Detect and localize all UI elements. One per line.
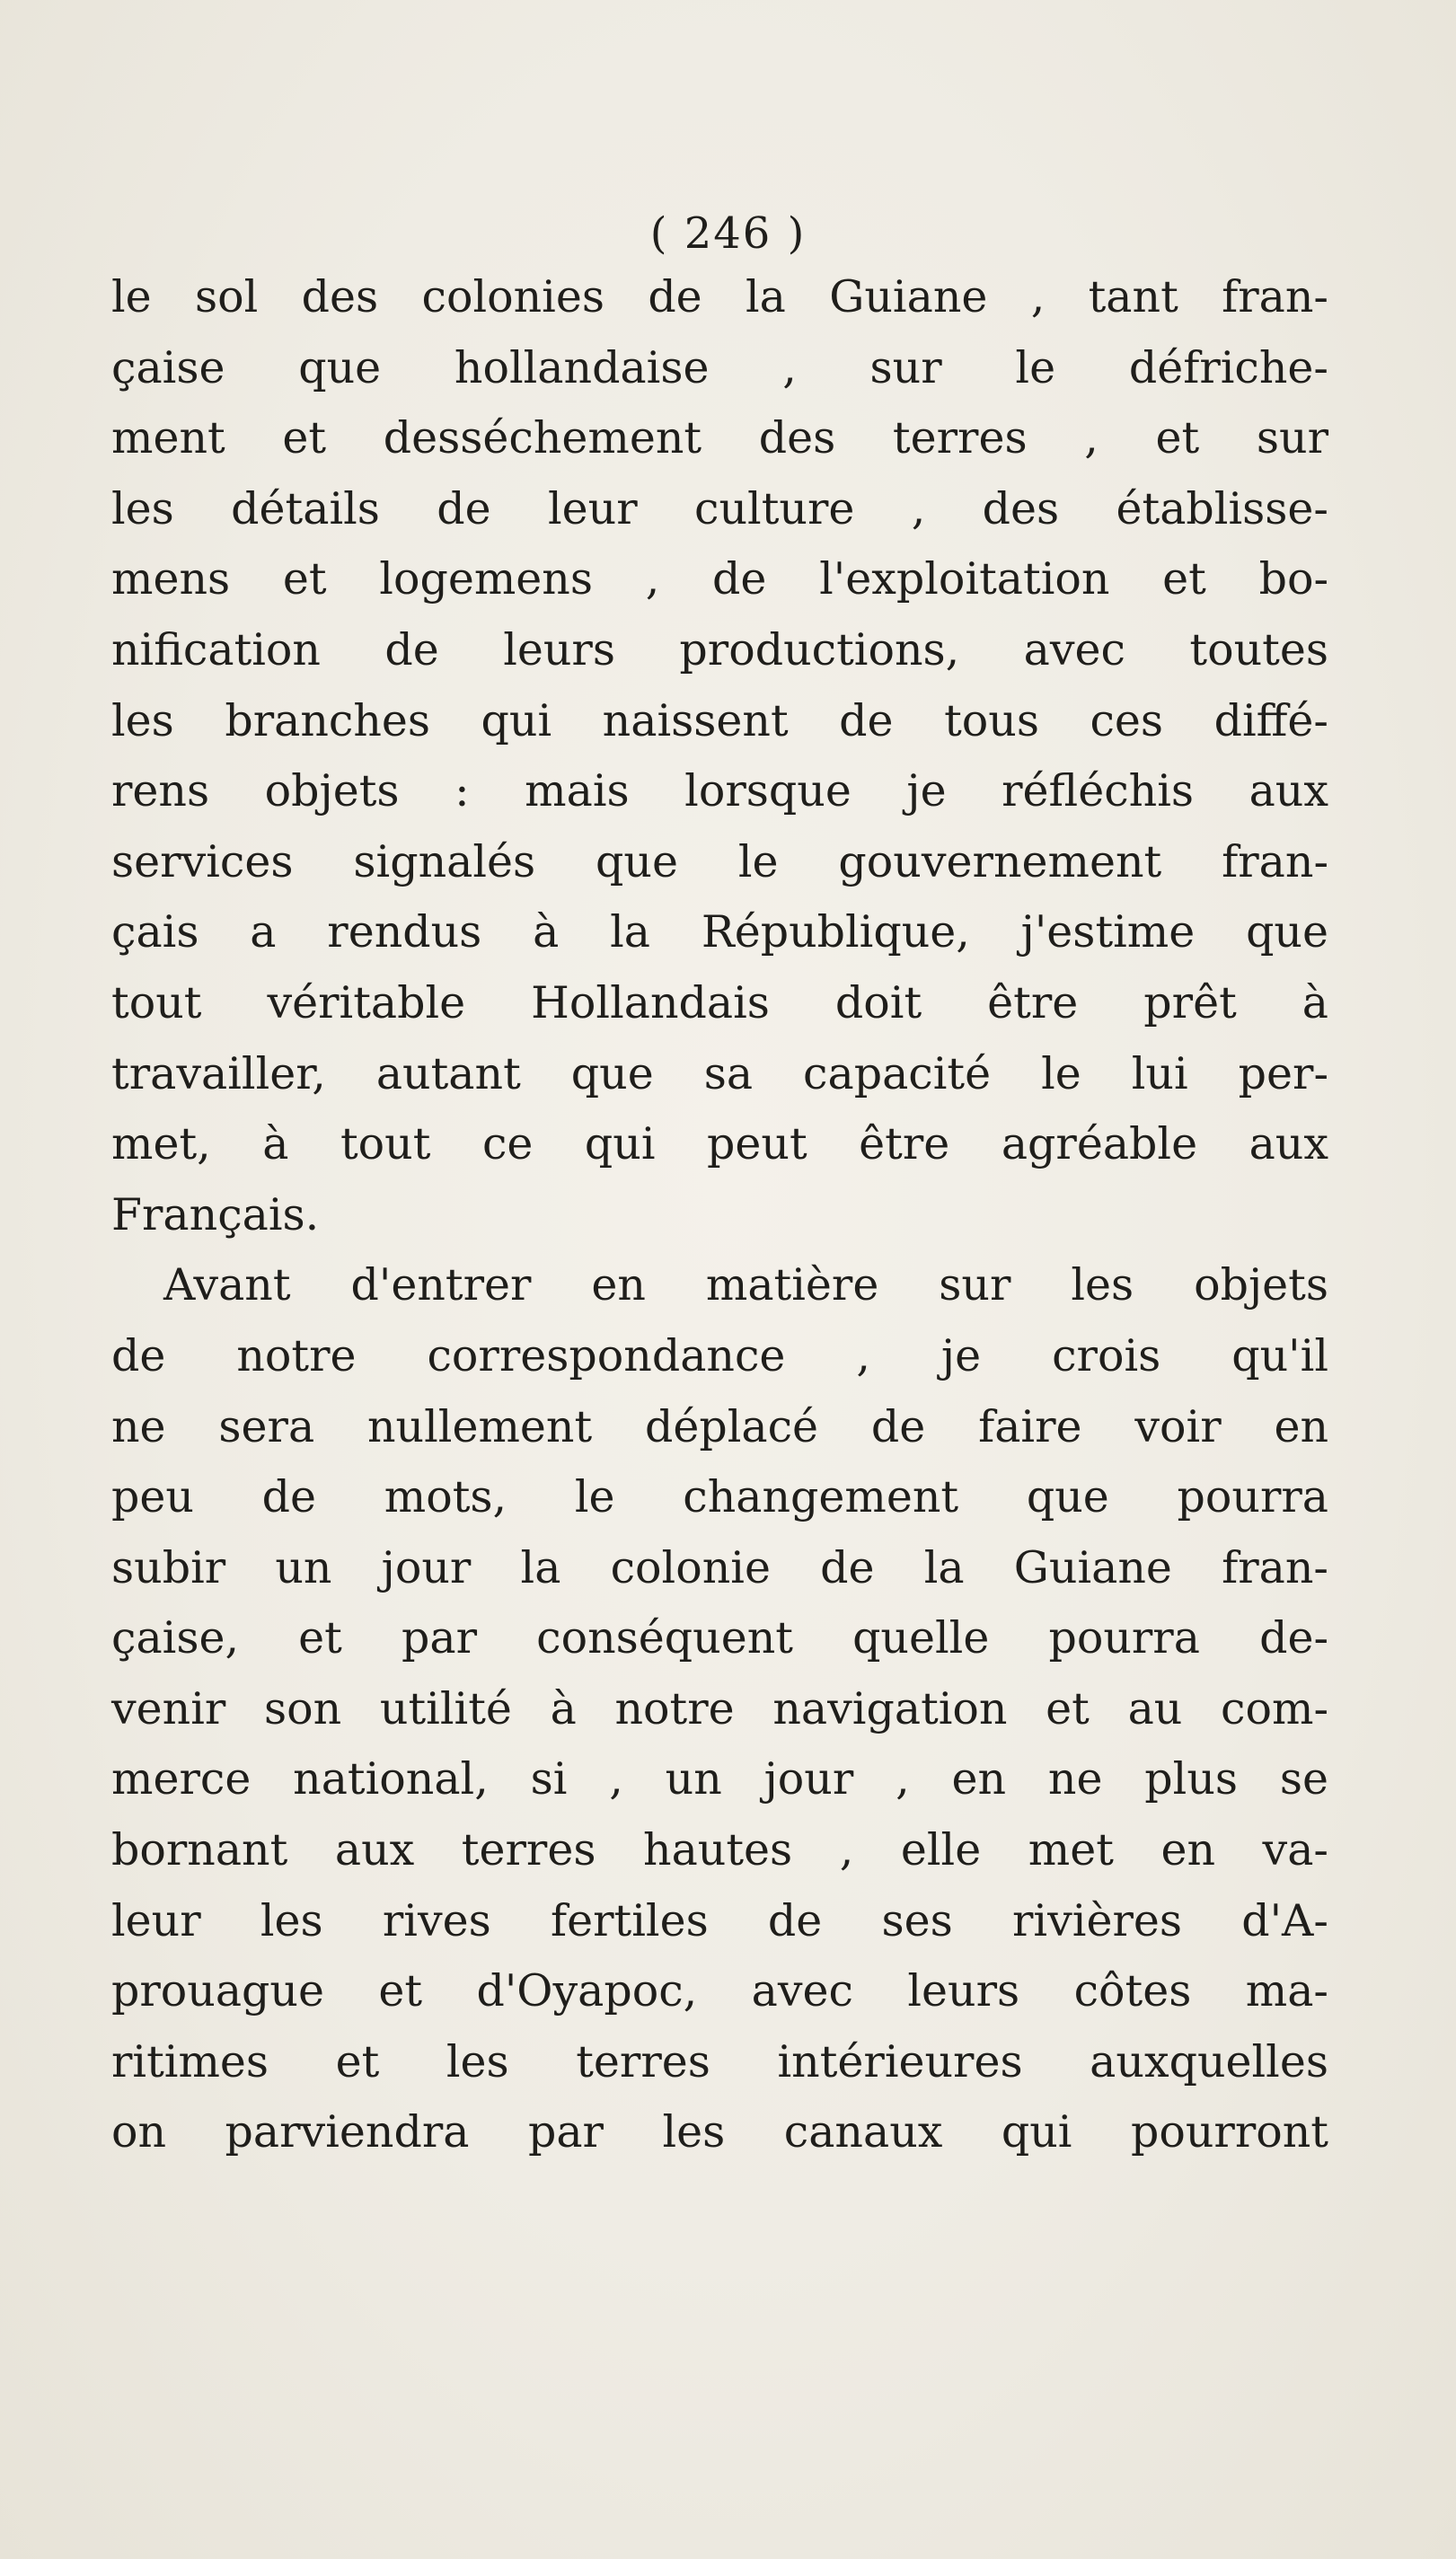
paragraph-2 [111,1250,1328,2168]
paragraph-1 [111,262,1328,1250]
text-line: bornant aux terres hautes , elle met en va- [111,1824,1328,1876]
text-line: on parviendra par les canaux qui pourront [111,2106,1328,2158]
text-line: de notre correspondance , je crois qu'il [111,1329,1328,1381]
text-line: venir son utilité à notre navigation et au com- [111,1682,1328,1734]
text-line: peu de mots, le changement que pourra [111,1471,1328,1523]
text-line: Avant d'entrer en matière sur les objets [163,1259,1328,1311]
text-line: çais a rendus à la République, j'estime que [111,906,1328,958]
text-line: met, à tout ce qui peut être agréable aux [111,1118,1328,1170]
text-line: rens objets : mais lorsque je réfléchis aux [111,765,1328,817]
text-line: ritimes et les terres intérieures auxquelles [111,2035,1328,2087]
text-line: çaise, et par conséquent quelle pourra de- [111,1612,1328,1664]
text-line: tout véritable Hollandais doit être prêt à [111,976,1328,1028]
text-line: travailler, autant que sa capacité le lui per- [111,1047,1328,1099]
text-line: ment et desséchement des terres , et sur [111,412,1328,464]
text-line: les détails de leur culture , des établisse- [111,482,1328,534]
text-line: Français. [111,1188,320,1240]
text-line: leur les rives fertiles de ses rivières d'A- [111,1894,1328,1946]
text-line: subir un jour la colonie de la Guiane fran- [111,1541,1328,1593]
text-line: mens et logemens , de l'exploitation et bo- [111,553,1328,605]
text-line: prouague et d'Oyapoc, avec leurs côtes ma- [111,1965,1328,2017]
text-line: services signalés que le gouvernement fran- [111,835,1328,887]
text-line: le sol des colonies de la Guiane , tant fran- [111,271,1328,322]
text-line: les branches qui naissent de tous ces diffé- [111,694,1328,746]
text-line: çaise que hollandaise , sur le défriche- [111,341,1328,393]
page-number: ( 246 ) [649,208,807,259]
body-text [111,262,1328,2168]
text-line: nification de leurs productions, avec toutes [111,623,1328,675]
text-line: ne sera nullement déplacé de faire voir en [111,1400,1328,1452]
text-line: merce national, si , un jour , en ne plus se [111,1753,1328,1805]
